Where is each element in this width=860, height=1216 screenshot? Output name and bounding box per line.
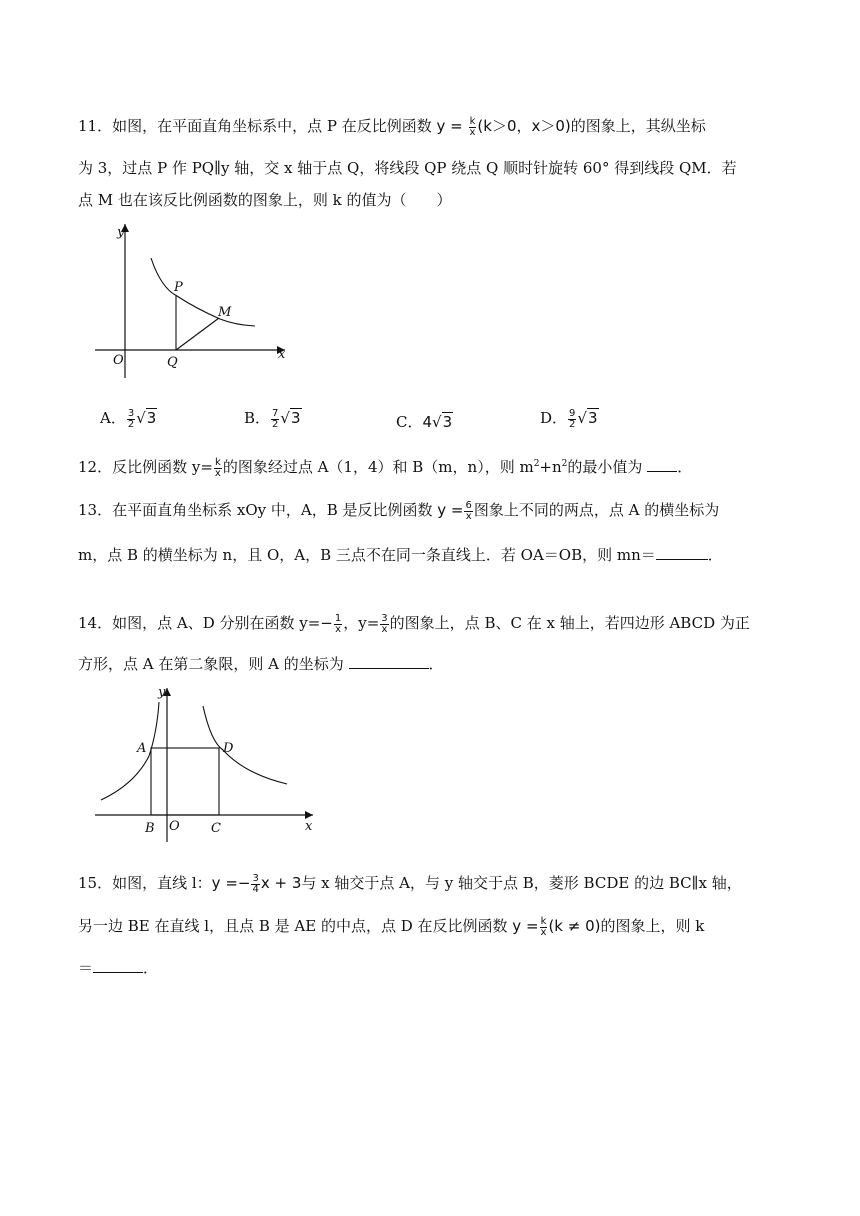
q11-line3: 点 M 也在该反比例函数的图象上，则 k 的值为（ ） xyxy=(78,191,452,209)
q11-label-M: M xyxy=(218,305,232,320)
q12-number: 12． xyxy=(78,458,113,476)
q15-line1: 15．如图，直线 l：y =− $\frac{3}{4}$ x + 3与 x 轴交于点 A，与 y 轴交于点 B，菱形 BCDE 的边 BC∥x 轴， xyxy=(78,872,742,895)
q13-answer-blank[interactable] xyxy=(656,545,708,560)
q11-curve xyxy=(151,258,255,326)
q11-segment-QM xyxy=(176,318,219,350)
q14-number: 14． xyxy=(78,614,113,632)
q12-line1: 12．反比例函数 y= $\frac{k}{x}$ 的图象经过点 A（1，4）和 B（m，n），则 $m^2+n^2$的最小值为 ． xyxy=(78,456,693,479)
q14-label-B: B xyxy=(145,821,155,836)
q14-label-D: D xyxy=(223,741,234,756)
q15-line3: ＝ ． xyxy=(78,959,159,977)
q14-label-y: y xyxy=(158,685,166,700)
q11-label-Q: Q xyxy=(167,355,178,370)
q11-label-O: O xyxy=(113,353,124,368)
q11-label-y: y xyxy=(117,225,125,240)
q14-square-ABCD xyxy=(151,748,219,815)
q11-option-b[interactable]: B． $\frac{7}{2}$ √3 xyxy=(244,407,301,430)
q15-answer-blank[interactable] xyxy=(93,958,143,973)
q14-label-x: x xyxy=(305,819,313,834)
q14-curve-right xyxy=(203,706,287,784)
q11-figure xyxy=(95,218,295,388)
q11-number: 11． xyxy=(78,117,113,135)
q14-curve-left xyxy=(101,702,159,800)
q13-number: 13． xyxy=(78,501,113,519)
q11-fraction: $\frac{k}{x}$ xyxy=(469,115,476,138)
q11-label-P: P xyxy=(174,280,183,295)
q12-answer-blank[interactable] xyxy=(647,457,677,472)
q15-number: 15． xyxy=(78,874,113,892)
q13-line1: 13．在平面直角坐标系 xOy 中，A，B 是反比例函数 y = $\frac{6}{x}$ 图象上不同的两点，点 A 的横坐标为 xyxy=(78,499,720,522)
q14-line2: 方形，点 A 在第二象限，则 A 的坐标为 ． xyxy=(78,655,444,673)
q14-label-A: A xyxy=(137,741,147,756)
q11-option-a[interactable]: A． $\frac{3}{2}$ √3 xyxy=(100,407,157,430)
q14-answer-blank[interactable] xyxy=(349,654,429,669)
q14-figure xyxy=(95,684,320,844)
q14-line1: 14．如图，点 A、D 分别在函数 y=− $\frac{1}{x}$ ，y= $\frac{3}{x}$ 的图象上，点 B、C 在 x 轴上，若四边形 ABCD 为正 xyxy=(78,612,750,635)
q15-line2: 另一边 BE 在直线 l，且点 B 是 AE 的中点，点 D 在反比例函数 y = $\frac{k}{x}$ (k ≠ 0)的图象上，则 k xyxy=(78,915,705,938)
q14-x-arrow xyxy=(305,811,313,819)
q11-option-c[interactable]: C．4√3 xyxy=(396,413,453,431)
q14-label-O: O xyxy=(169,819,180,834)
q11-line2: 为 3，过点 P 作 PQ∥y 轴，交 x 轴于点 Q，将线段 QP 绕点 Q 顺时针旋转 60° 得到线段 QM．若 xyxy=(78,159,737,177)
q11-line1: 11．如图，在平面直角坐标系中，点 P 在反比例函数 y = $\frac{k}{x}$ (k＞0，x＞0)的图象上，其纵坐标 xyxy=(78,115,706,138)
q13-line2: m，点 B 的横坐标为 n，且 O，A，B 三点不在同一条直线上．若 OA＝OB，则 mn＝ ． xyxy=(78,546,723,564)
q14-label-C: C xyxy=(211,821,221,836)
q11-option-d[interactable]: D． $\frac{9}{2}$ √3 xyxy=(540,407,598,430)
q11-label-x: x xyxy=(278,347,286,362)
